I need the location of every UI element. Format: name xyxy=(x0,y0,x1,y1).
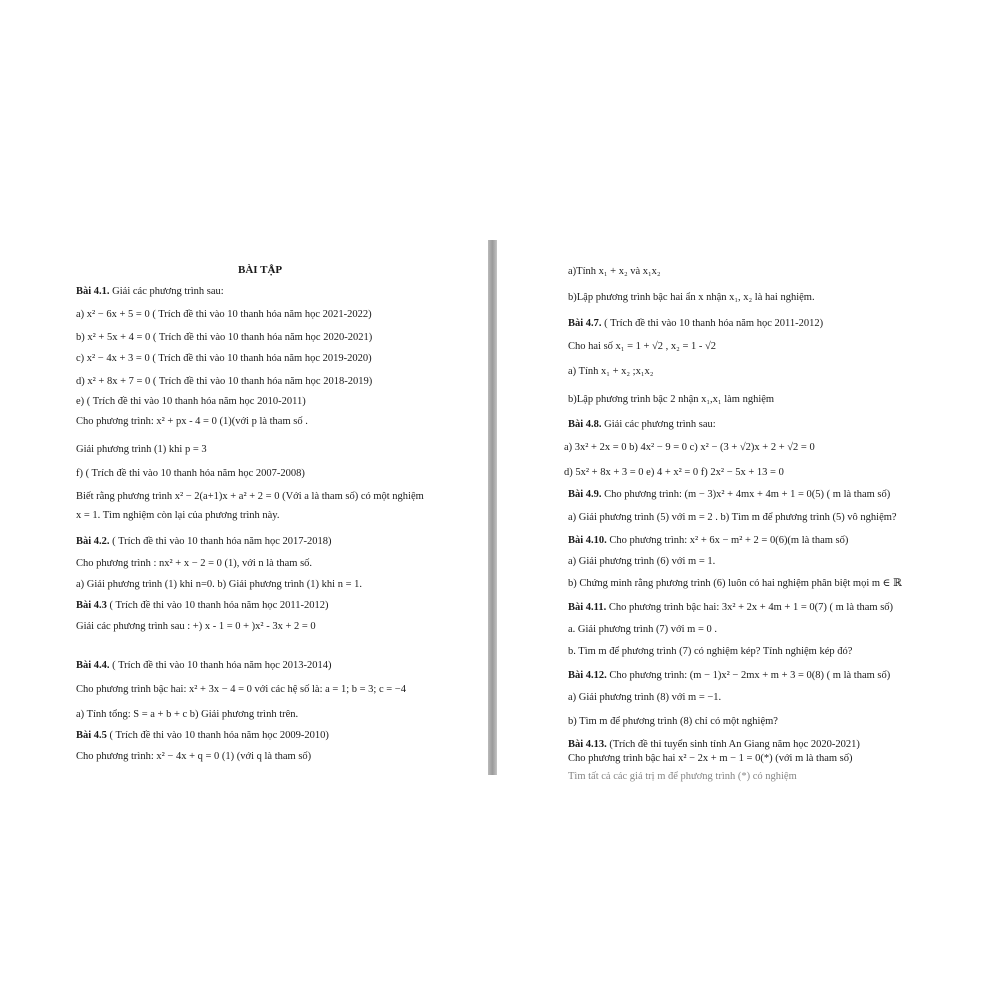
exercise-label: Bài 4.2. xyxy=(76,536,110,547)
exercise-heading xyxy=(76,730,329,742)
line-text: a) Giải phương trình (5) với m = 2 . b) Tìm m để phương trình (5) vô nghiệm? xyxy=(568,512,897,523)
page-title: BÀI TẬP xyxy=(238,264,283,276)
line-text: c) x² − 4x + 3 = 0 ( Trích đề thi vào 10 thanh hóa năm học 2019-2020) xyxy=(76,353,372,364)
line-text: Cho phương trình: (m − 1)x² − 2mx + m + 3 = 0(8) ( m là tham số) xyxy=(606,670,891,681)
text-line xyxy=(76,491,424,503)
line-text: a) Giải phương trình (1) khi n=0. b) Giải phương trình (1) khi n = 1. xyxy=(76,579,362,590)
text-line xyxy=(76,332,372,344)
line-text: Cho phương trình bậc hai: x² + 3x − 4 = 0 với các hệ số là: a = 1; b = 3; c = −4 xyxy=(76,684,406,695)
line-text: Giải phương trình (1) khi p = 3 xyxy=(76,444,207,455)
exercise-label: Bài 4.10. xyxy=(568,535,607,546)
exercise-heading xyxy=(568,670,890,682)
line-text: a) 3x² + 2x = 0 b) 4x² − 9 = 0 c) x² − (3 + √2)x + 2 + √2 = 0 xyxy=(564,442,815,453)
line-text: b) x² + 5x + 4 = 0 ( Trích đề thi vào 10 thanh hóa năm học 2020-2021) xyxy=(76,332,373,343)
line-text: Giải các phương trình sau: xyxy=(601,419,716,430)
text-line xyxy=(568,753,853,765)
left-page xyxy=(62,240,482,775)
line-text: a)Tính x₁ + x₂ và x₁x₂ xyxy=(568,266,661,277)
line-text: ( Trích đề thi vào 10 thanh hóa năm học 2011-2012) xyxy=(106,600,329,611)
line-text: b)Lập phương trình bậc hai ẩn x nhận x₁, x₂ là hai nghiệm. xyxy=(568,292,815,303)
line-text: b) Tìm m để phương trình (8) chỉ có một nghiệm? xyxy=(568,716,778,727)
line-text: ( Trích đề thi vào 10 thanh hóa năm học 2017-2018) xyxy=(109,536,332,547)
line-text: Giải các phương trình sau : +) x - 1 = 0 + )x² - 3x + 2 = 0 xyxy=(76,621,316,632)
right-page xyxy=(556,240,936,782)
line-text: a. Giải phương trình (7) với m = 0 . xyxy=(568,624,717,635)
exercise-label: Bài 4.3 xyxy=(76,600,107,611)
text-line xyxy=(568,771,797,783)
line-text: x = 1. Tìm nghiệm còn lại của phương trình này. xyxy=(76,510,280,521)
exercise-heading xyxy=(568,602,893,614)
line-text: Cho phương trình: x² + 6x − m² + 2 = 0(6)(m là tham số) xyxy=(606,535,849,546)
exercise-heading xyxy=(568,489,890,501)
line-text: a) Giải phương trình (8) với m = −1. xyxy=(568,692,722,703)
line-text: Cho phương trình: (m − 3)x² + 4mx + 4m + 1 = 0(5) ( m là tham số) xyxy=(601,489,891,500)
line-text: a) Giải phương trình (6) với m = 1. xyxy=(568,556,716,567)
exercise-label: Bài 4.11. xyxy=(568,602,607,613)
line-text: a) Tính x₁ + x₂ ;x₁x₂ xyxy=(568,366,654,377)
line-text: a) x² − 6x + 5 = 0 ( Trích đề thi vào 10 thanh hóa năm học 2021-2022) xyxy=(76,309,372,320)
text-line xyxy=(568,366,653,378)
exercise-label: Bài 4.5 xyxy=(76,730,107,741)
text-line xyxy=(76,621,316,633)
page-divider xyxy=(488,240,497,775)
text-line xyxy=(76,353,372,365)
exercise-label: Bài 4.4. xyxy=(76,660,110,671)
text-line xyxy=(76,684,406,696)
exercise-heading xyxy=(76,286,224,298)
text-line xyxy=(568,578,902,590)
line-text: Cho hai số x₁ = 1 + √2 , x₂ = 1 - √2 xyxy=(568,341,717,352)
text-line xyxy=(568,692,721,704)
exercise-label: Bài 4.7. xyxy=(568,318,602,329)
line-text: Cho phương trình bậc hai: 3x² + 2x + 4m + 1 = 0(7) ( m là tham số) xyxy=(606,602,894,613)
text-line xyxy=(568,292,815,304)
line-text: a) Tính tổng: S = a + b + c b) Giải phương trình trên. xyxy=(76,709,299,720)
exercise-heading xyxy=(568,739,860,751)
text-line xyxy=(568,394,774,406)
text-line xyxy=(564,467,784,479)
text-line xyxy=(76,376,372,388)
line-text: b. Tìm m để phương trình (7) có nghiệm kép? Tính nghiệm kép đó? xyxy=(568,646,853,657)
exercise-label: Bài 4.1. xyxy=(76,286,110,297)
text-line xyxy=(568,266,661,278)
line-text: Giải các phương trình sau: xyxy=(109,286,224,297)
line-text: Cho phương trình: x² − 4x + q = 0 (1) (với q là tham số) xyxy=(76,751,312,762)
text-line xyxy=(76,468,305,480)
text-line xyxy=(568,556,715,568)
line-text: b)Lập phương trình bậc 2 nhận x₁,x₁ làm nghiệm xyxy=(568,394,775,405)
text-line xyxy=(76,416,308,428)
exercise-heading xyxy=(568,535,848,547)
line-text: ( Trích đề thi vào 10 thanh hóa năm học 2013-2014) xyxy=(109,660,332,671)
exercise-heading xyxy=(568,419,716,431)
line-text: Biết rằng phương trình x² − 2(a+1)x + a² + 2 = 0 (Với a là tham số) có một nghiệm xyxy=(76,491,424,502)
text-line xyxy=(76,751,311,763)
text-line xyxy=(564,442,815,454)
exercise-heading xyxy=(76,600,328,612)
line-text: Tìm tất cả các giá trị m để phương trình (*) có nghiệm xyxy=(568,771,797,782)
text-line xyxy=(76,510,280,522)
line-text: d) 5x² + 8x + 3 = 0 e) 4 + x² = 0 f) 2x² − 5x + 13 = 0 xyxy=(564,467,784,478)
exercise-heading xyxy=(568,318,823,330)
line-text: e) ( Trích đề thi vào 10 thanh hóa năm học 2010-2011) xyxy=(76,396,306,407)
text-line xyxy=(568,646,852,658)
exercise-heading xyxy=(76,660,331,672)
text-line xyxy=(568,624,717,636)
line-text: d) x² + 8x + 7 = 0 ( Trích đề thi vào 10 thanh hóa năm học 2018-2019) xyxy=(76,376,373,387)
line-text: b) Chứng minh rằng phương trình (6) luôn có hai nghiệm phân biệt mọi m ∈ ℝ xyxy=(568,578,902,589)
line-text: Cho phương trình : nx² + x − 2 = 0 (1), với n là tham số. xyxy=(76,558,313,569)
text-line xyxy=(76,558,312,570)
exercise-heading xyxy=(76,536,331,548)
line-text: ( Trích đề thi vào 10 thanh hóa năm học 2009-2010) xyxy=(106,730,329,741)
exercise-label: Bài 4.13. xyxy=(568,739,607,750)
line-text: (Trích đề thi tuyển sinh tỉnh An Giang năm học 2020-2021) xyxy=(606,739,860,750)
text-line xyxy=(76,309,372,321)
text-line xyxy=(568,716,778,728)
text-line xyxy=(568,512,897,524)
text-line xyxy=(76,709,298,721)
text-line xyxy=(76,579,362,591)
exercise-label: Bài 4.9. xyxy=(568,489,602,500)
line-text: Cho phương trình: x² + px - 4 = 0 (1)(với p là tham số . xyxy=(76,416,308,427)
exercise-label: Bài 4.8. xyxy=(568,419,602,430)
line-text: ( Trích đề thi vào 10 thanh hóa năm học 2011-2012) xyxy=(601,318,824,329)
line-text: Cho phương trình bậc hai x² − 2x + m − 1 = 0(*) (với m là tham số) xyxy=(568,753,853,764)
text-line xyxy=(76,444,207,456)
line-text: f) ( Trích đề thi vào 10 thanh hóa năm học 2007-2008) xyxy=(76,468,305,479)
text-line xyxy=(568,341,716,353)
exercise-label: Bài 4.12. xyxy=(568,670,607,681)
text-line xyxy=(76,396,306,408)
